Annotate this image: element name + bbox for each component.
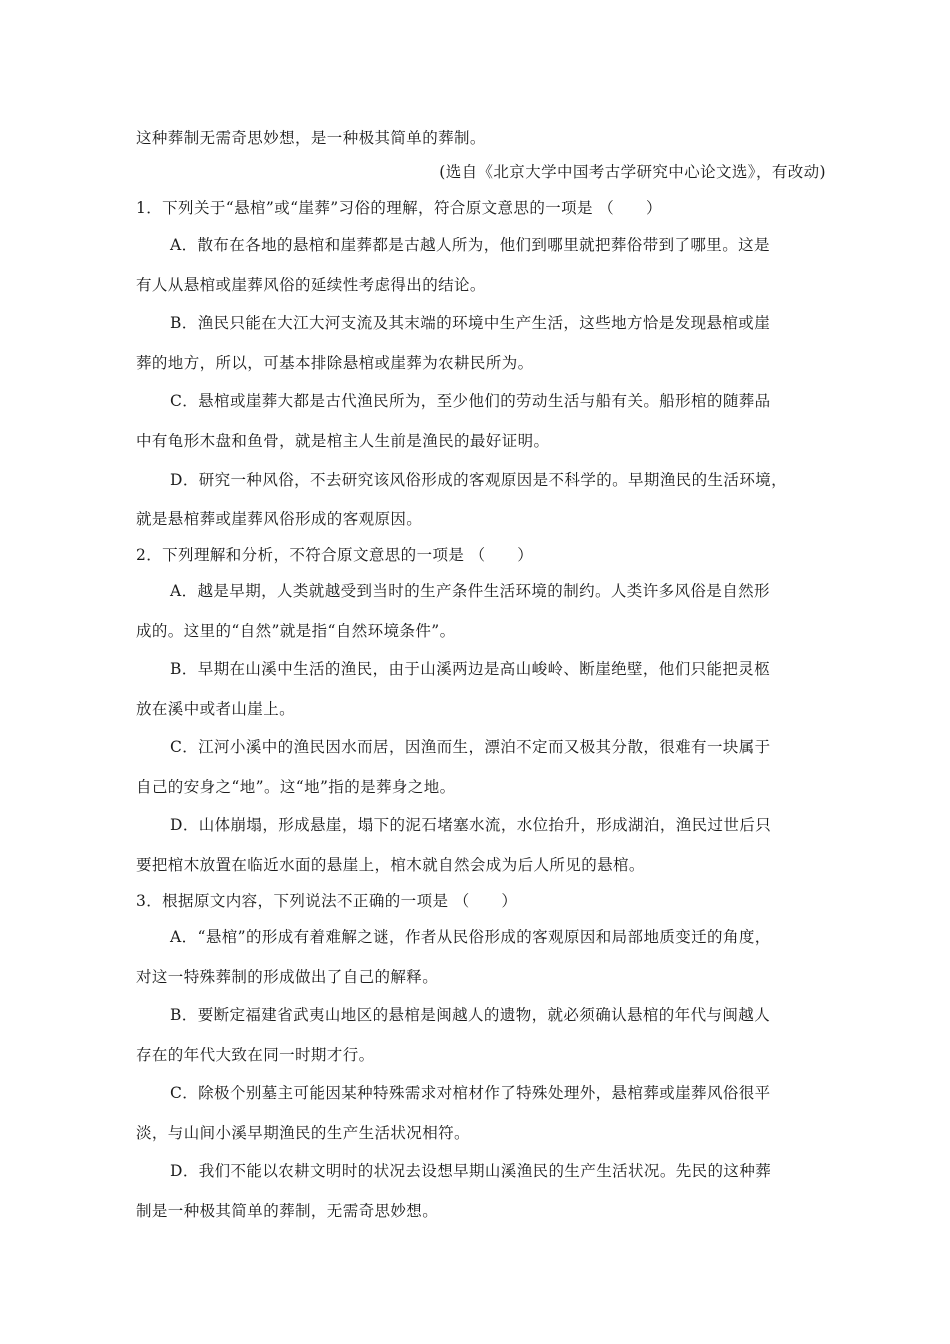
q2-option-c-line1: C．江河小溪中的渔民因水而居，因渔而生，漂泊不定而又极其分散，很难有一块属于 [170,738,771,756]
q3-option-d-line2: 制是一种极其简单的葬制，无需奇思妙想。 [136,1202,439,1220]
q2-option-d-line2: 要把棺木放置在临近水面的悬崖上，棺木就自然会成为后人所见的悬棺。 [136,856,645,874]
q3-option-d-line1: D．我们不能以农耕文明时的状况去设想早期山溪渔民的生产生活状况。先民的这种葬 [170,1162,772,1180]
q3-option-a-line2: 对这一特殊葬制的形成做出了自己的解释。 [136,968,439,986]
q2-option-b-line1: B．早期在山溪中生活的渔民，由于山溪两边是高山峻岭、断崖绝壁，他们只能把灵柩 [170,660,771,678]
q2-option-b-line2: 放在溪中或者山崖上。 [136,700,296,718]
q1-option-a-line2: 有人从悬棺或崖葬风俗的延续性考虑得出的结论。 [136,276,486,294]
q2-option-a-line1: A．越是早期，人类就越受到当时的生产条件生活环境的制约。人类许多风俗是自然形 [170,582,770,600]
q1-option-b-line1: B．渔民只能在大江大河支流及其末端的环境中生产生活，这些地方恰是发现悬棺或崖 [170,314,771,332]
q1-option-c-line1: C．悬棺或崖葬大都是古代渔民所为，至少他们的劳动生活与船有关。船形棺的随葬品 [170,392,771,410]
q3-option-c-line1: C．除极个别墓主可能因某种特殊需求对棺材作了特殊处理外，悬棺葬或崖葬风俗很平 [170,1084,771,1102]
q2-option-c-line2: 自己的安身之“地”。这“地”指的是葬身之地。 [136,778,456,796]
q3-option-a-line1: A．“悬棺”的形成有着难解之谜，作者从民俗形成的客观原因和局部地质变迁的角度， [170,928,771,946]
q3-option-c-line2: 淡，与山间小溪早期渔民的生产生活状况相符。 [136,1124,470,1142]
q1-option-c-line2: 中有龟形木盘和鱼骨，就是棺主人生前是渔民的最好证明。 [136,432,550,450]
q3-option-b-line2: 存在的年代大致在同一时期才行。 [136,1046,375,1064]
question-1-stem: 1．下列关于“悬棺”或“崖葬”习俗的理解，符合原文意思的一项是 （ ） [136,199,662,217]
q1-option-a-line1: A．散布在各地的悬棺和崖葬都是古越人所为，他们到哪里就把葬俗带到了哪里。这是 [170,236,770,254]
passage-last-line: 这种葬制无需奇思妙想，是一种极其简单的葬制。 [136,129,486,147]
q1-option-d-line2: 就是悬棺葬或崖葬风俗形成的客观原因。 [136,510,423,528]
question-3-stem: 3．根据原文内容，下列说法不正确的一项是 （ ） [136,892,518,910]
passage-source: (选自《北京大学中国考古学研究中心论文选》，有改动) [439,163,826,181]
q2-option-a-line2: 成的。这里的“自然”就是指“自然环境条件”。 [136,622,456,640]
q1-option-b-line2: 葬的地方，所以，可基本排除悬棺或崖葬为农耕民所为。 [136,354,534,372]
q3-option-b-line1: B．要断定福建省武夷山地区的悬棺是闽越人的遗物，就必须确认悬棺的年代与闽越人 [170,1006,771,1024]
q2-option-d-line1: D．山体崩塌，形成悬崖，塌下的泥石堵塞水流，水位抬升，形成湖泊，渔民过世后只 [170,816,772,834]
q1-option-d-line1: D．研究一种风俗，不去研究该风俗形成的客观原因是不科学的。早期渔民的生活环境， [170,471,788,489]
question-2-stem: 2．下列理解和分析，不符合原文意思的一项是 （ ） [136,546,534,564]
